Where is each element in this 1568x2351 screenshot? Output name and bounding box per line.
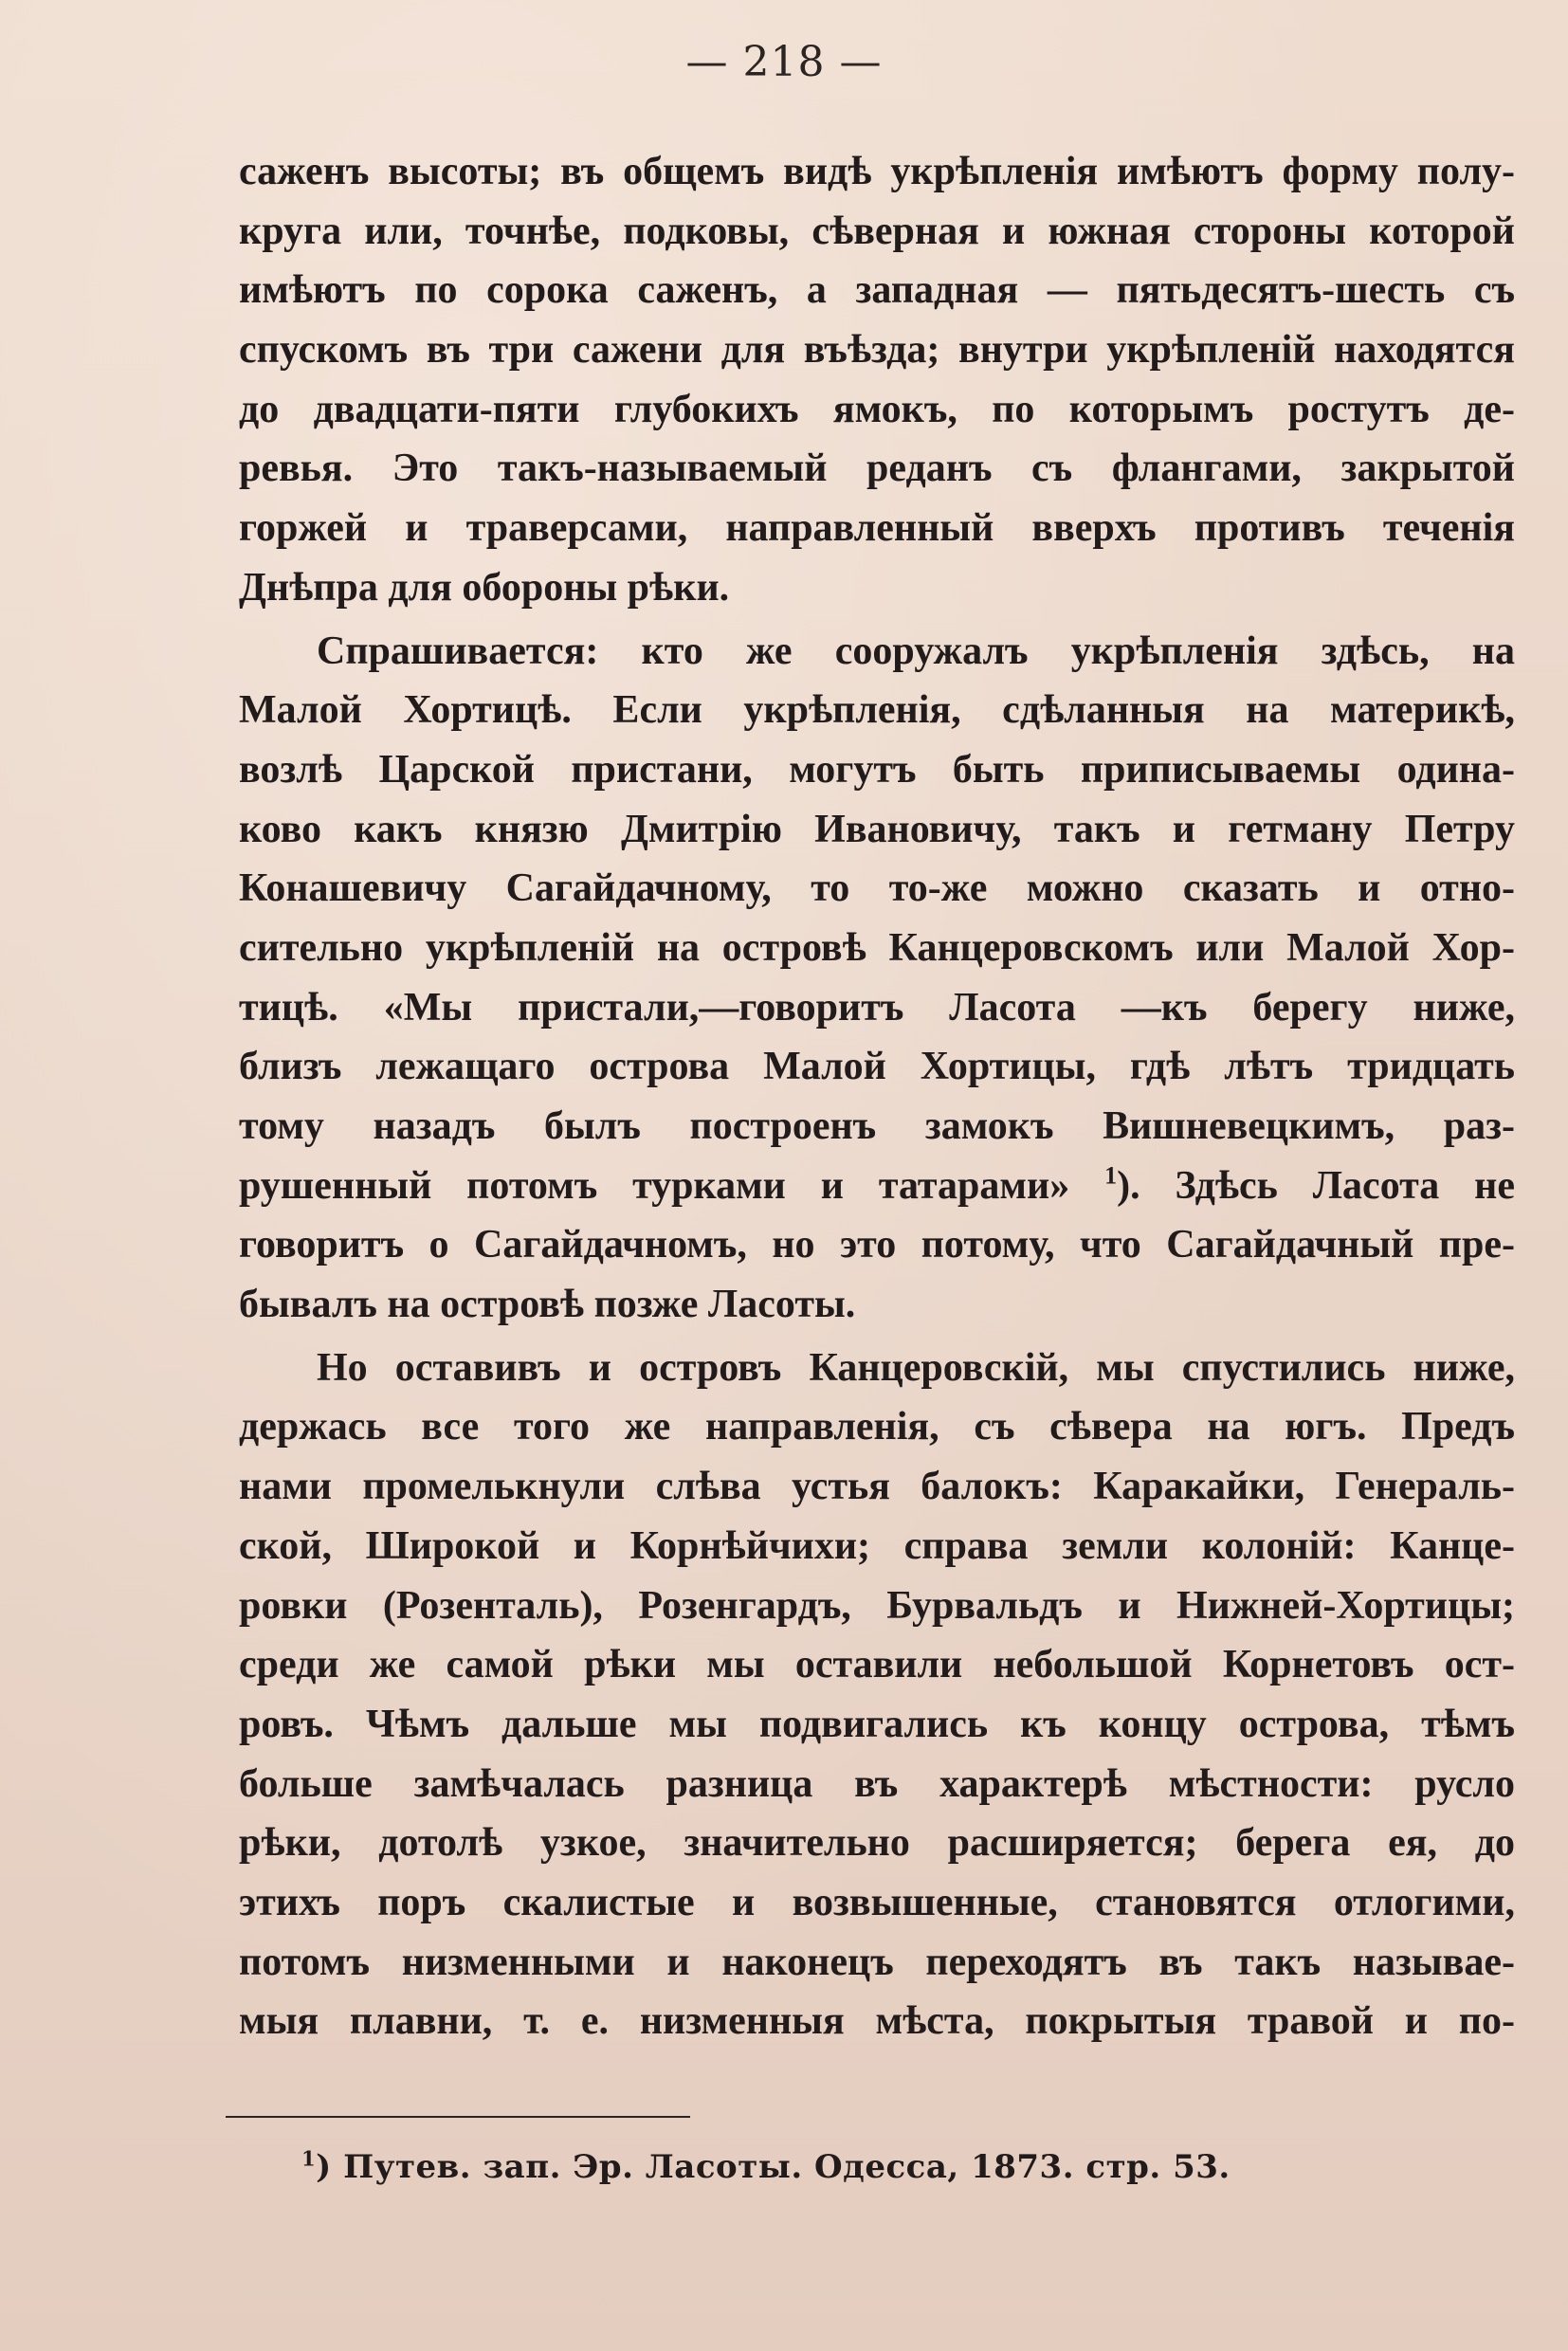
footnote-marker: 1 <box>301 2146 317 2171</box>
text-line: рѣки, дотолѣ узкое, значительно расширяется; берега ея, до <box>239 1821 1515 1866</box>
footnote-divider <box>226 2116 690 2118</box>
text-line: горжей и траверсами, направленный вверхъ противъ теченія <box>239 506 1515 551</box>
text-line: саженъ высоты; въ общемъ видѣ укрѣпленія имѣютъ форму полу- <box>239 150 1515 193</box>
text-line: Малой Хортицѣ. Если укрѣпленія, сдѣланныя на материкѣ, <box>239 688 1515 733</box>
text-line: больше замѣчалась разница въ характерѣ мѣстности: русло <box>239 1761 1515 1806</box>
text-line: говоритъ о Сагайдачномъ, но это потому, что Сагайдачный пре- <box>239 1223 1515 1267</box>
text-line: имѣютъ по сорока саженъ, а западная — пятьдесятъ-шесть съ <box>239 268 1515 313</box>
text-line: бывалъ на островѣ позже Ласоты. <box>239 1283 856 1327</box>
text-line: этихъ поръ скалистые и возвышенные, становятся отлогими, <box>239 1880 1515 1924</box>
paragraph-1 <box>239 142 1515 618</box>
text-line: мыя плавни, т. е. низменныя мѣста, покрытыя травой и по- <box>239 1999 1515 2044</box>
text-line: среди же самой рѣки мы оставили небольшой Корнетовъ ост- <box>239 1643 1515 1687</box>
paragraph-3 <box>239 1339 1515 2051</box>
text-line: тому назадъ былъ построенъ замокъ Вишневецкимъ, раз- <box>239 1104 1515 1148</box>
text-line: Конашевичу Сагайдачному, то то-же можно сказать и отно- <box>239 866 1515 911</box>
text-line: ревья. Это такъ-называемый реданъ съ флангами, закрытой <box>239 447 1515 491</box>
text-line: ково какъ князю Дмитрію Ивановичу, такъ и гетману Петру <box>239 807 1515 851</box>
text-line: ской, Широкой и Корнѣйчихи; справа земли колоній: Канце- <box>239 1523 1515 1568</box>
text-line: круга или, точнѣе, подковы, сѣверная и южная стороны которой <box>239 209 1515 253</box>
footnote-ref[interactable]: 1 <box>1104 1161 1118 1190</box>
footnote-text: ) Путев. зап. Эр. Ласоты. Одесса, 1873. стр. 53. <box>316 2148 1231 2186</box>
text-line: спускомъ въ три сажени для въѣзда; внутри укрѣпленій находятся <box>239 328 1515 373</box>
text-line: ровъ. Чѣмъ дальше мы подвигались къ концу острова, тѣмъ <box>239 1702 1515 1746</box>
text-line: до двадцати-пяти глубокихъ ямокъ, по которымъ ростутъ де- <box>239 387 1515 431</box>
text-line-with-footnote <box>239 1157 1515 1216</box>
text-line: потомъ низменными и наконецъ переходятъ въ такъ называе- <box>239 1940 1515 1984</box>
text-line: Спрашивается: кто же сооружалъ укрѣпленія здѣсь, на <box>317 629 1515 673</box>
text-line: сительно укрѣпленій на островѣ Канцеровскомъ или Малой Хор- <box>239 925 1515 970</box>
text-line: Но оставивъ и островъ Канцеровскій, мы спустились ниже, <box>317 1345 1515 1390</box>
text-line: держась все того же направленія, съ сѣвера на югъ. Предъ <box>239 1405 1515 1449</box>
text-line: нами промелькнули слѣва устья балокъ: Каракайки, Генераль- <box>239 1465 1515 1509</box>
text-line: ровки (Розенталь), Розенгардъ, Бурвальдъ и Нижней-Хортицы; <box>239 1583 1515 1628</box>
page-number: — 218 — <box>685 38 883 86</box>
text-line: возлѣ Царской пристани, могутъ быть приписываемы одина- <box>239 747 1515 792</box>
body-text <box>239 142 1515 2051</box>
text-line: близъ лежащаго острова Малой Хортицы, гдѣ лѣтъ тридцать <box>239 1045 1515 1089</box>
text-segment: ). Здѣсь Ласота не <box>1117 1163 1516 1208</box>
text-segment: рушенный потомъ турками и татарами» <box>239 1163 1105 1208</box>
text-line: Днѣпра для обороны рѣки. <box>239 565 730 610</box>
footnote <box>301 2148 1231 2186</box>
paragraph-2 <box>239 622 1515 1335</box>
text-line: тицѣ. «Мы пристали,—говоритъ Ласота —къ берегу ниже, <box>239 985 1515 1030</box>
